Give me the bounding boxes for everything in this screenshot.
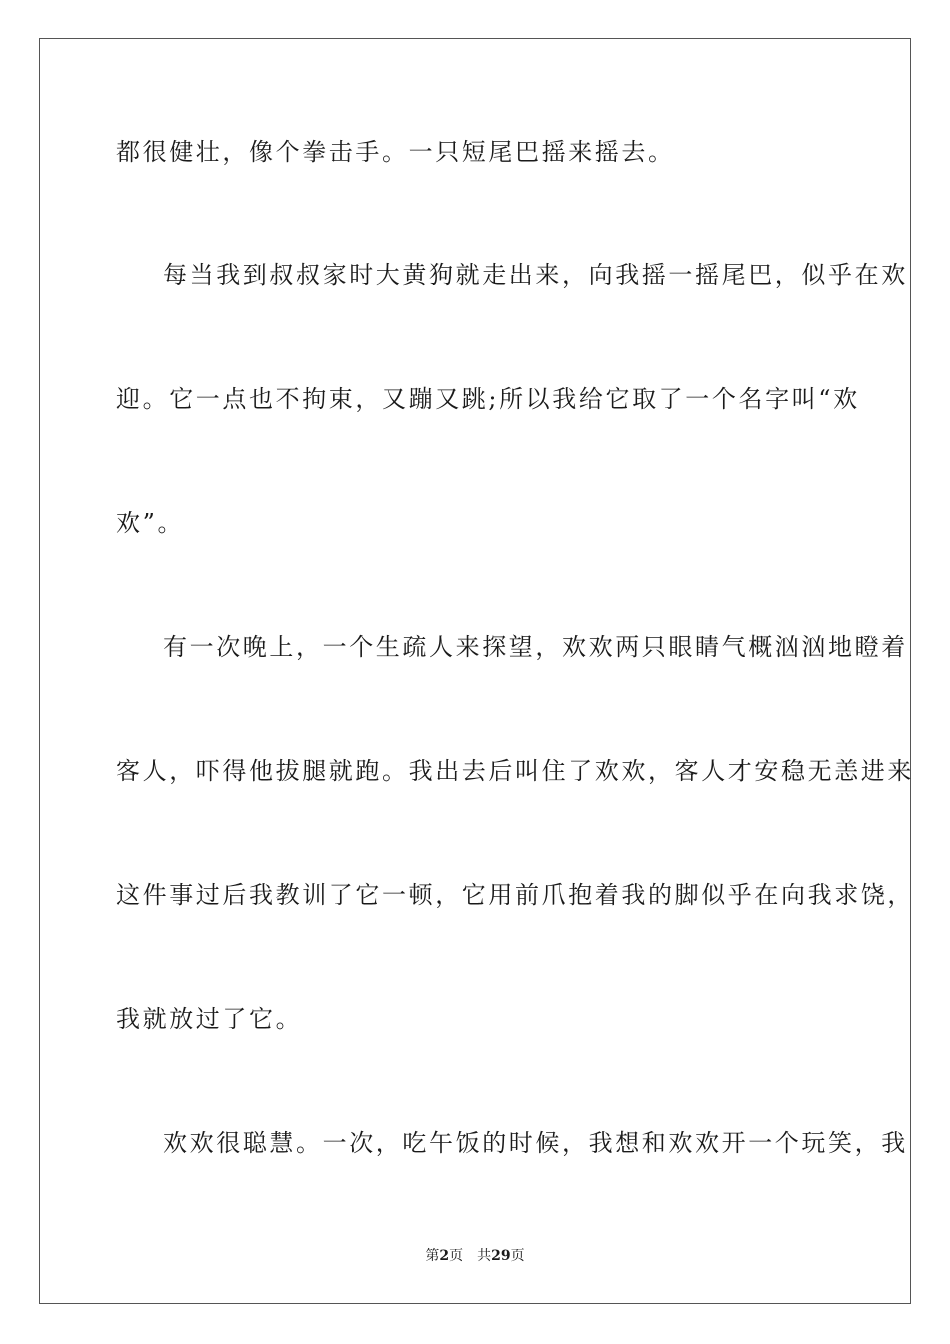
text-line-6: 客人，吓得他拔腿就跑。我出去后叫住了欢欢，客人才安稳无恙进来 [116, 757, 914, 785]
total-suffix: 页 [510, 1248, 525, 1264]
text-line-3: 迎。它一点也不拘束，又蹦又跳;所以我给它取了一个名字叫“欢 [116, 385, 860, 413]
text-line-9: 欢欢很聪慧。一次，吃午饭的时候，我想和欢欢开一个玩笑，我 [163, 1129, 908, 1157]
page-frame [39, 38, 911, 1304]
page-number: 2 [439, 1248, 450, 1264]
page-suffix: 页 [449, 1248, 464, 1264]
total-pages: 29 [491, 1248, 511, 1264]
page-prefix: 第 [425, 1248, 440, 1264]
text-line-2: 每当我到叔叔家时大黄狗就走出来，向我摇一摇尾巴，似乎在欢 [163, 261, 908, 289]
text-line-5: 有一次晚上，一个生疏人来探望，欢欢两只眼睛气概汹汹地瞪着 [163, 633, 908, 661]
text-line-4: 欢”。 [116, 509, 185, 537]
text-line-7: 这件事过后我教训了它一顿，它用前爪抱着我的脚似乎在向我求饶， [116, 881, 914, 909]
text-line-1: 都很健壮，像个拳击手。一只短尾巴摇来摇去。 [116, 138, 675, 166]
text-line-8: 我就放过了它。 [116, 1005, 303, 1033]
page-footer [0, 1247, 950, 1265]
total-prefix: 共 [477, 1248, 492, 1264]
